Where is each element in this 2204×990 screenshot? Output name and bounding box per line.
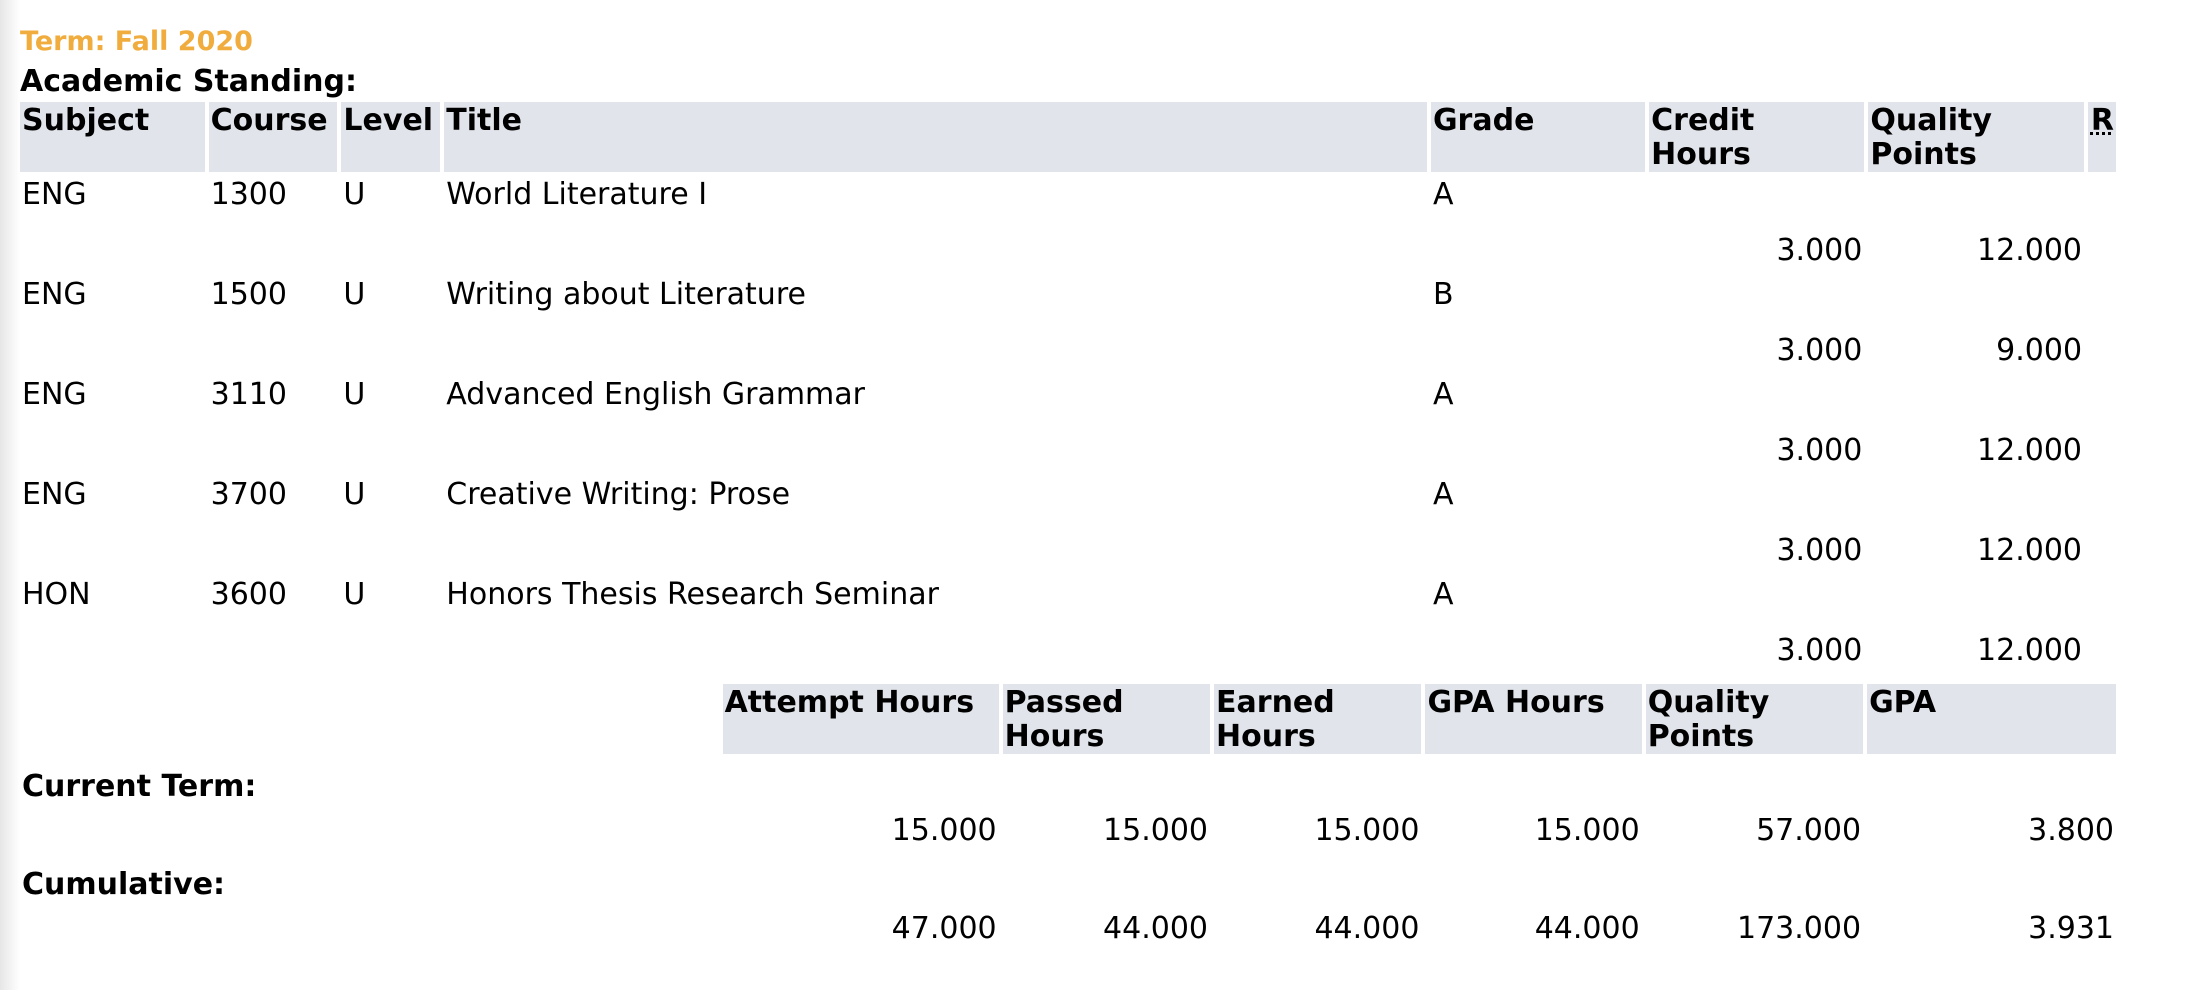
- cell-earned-hours: 44.000: [1314, 911, 1420, 946]
- cell-quality-points: 12.000: [1977, 433, 2083, 468]
- cell-credit-hours: 3.000: [1776, 633, 1863, 668]
- header-r: [2088, 102, 2116, 172]
- cell-r: [2088, 372, 2116, 472]
- cell-title: Creative Writing: Prose: [446, 477, 791, 512]
- cell-level: U: [343, 277, 366, 312]
- header-passed-hours: Passed Hours: [1003, 684, 1210, 754]
- term-totals-table: [16, 684, 2120, 950]
- repeat-abbr[interactable]: R: [2090, 103, 2114, 138]
- cell-title: Advanced English Grammar: [446, 377, 865, 412]
- cell-credit-hours: 3.000: [1776, 233, 1863, 268]
- cell-quality-points: 12.000: [1977, 233, 2083, 268]
- cell-gpa: 3.931: [2028, 911, 2114, 946]
- header-earned-hours: Earned Hours: [1214, 684, 1421, 754]
- cell-grade: A: [1432, 577, 1454, 612]
- table-row: [20, 472, 2116, 572]
- cell-level: U: [343, 377, 366, 412]
- cell-passed-hours: 15.000: [1103, 813, 1209, 848]
- cell-subject: HON: [22, 577, 91, 612]
- cell-course: 3700: [210, 477, 287, 512]
- table-row: [20, 172, 2116, 272]
- cell-course: 3600: [210, 577, 287, 612]
- cell-attempt-hours: 15.000: [891, 813, 997, 848]
- header-level: Level: [341, 102, 440, 172]
- cell-gpa-hours: 15.000: [1534, 813, 1640, 848]
- row-label-current-term: Current Term:: [22, 769, 257, 804]
- header-blank: [20, 684, 719, 754]
- header-gpa-hours: GPA Hours: [1425, 684, 1641, 754]
- header-quality-points: Quality Points: [1868, 102, 2084, 172]
- header-gpa: GPA: [1867, 684, 2116, 754]
- cell-title: Writing about Literature: [446, 277, 806, 312]
- header-title: Title: [444, 102, 1427, 172]
- row-label-cumulative: Cumulative:: [22, 867, 226, 902]
- cell-r: [2088, 172, 2116, 272]
- cell-r: [2088, 272, 2116, 372]
- cell-gpa: 3.800: [2028, 813, 2114, 848]
- cell-credit-hours: 3.000: [1776, 433, 1863, 468]
- cell-subject: ENG: [22, 177, 87, 212]
- cell-credit-hours: 3.000: [1776, 533, 1863, 568]
- table-row: [20, 372, 2116, 472]
- cell-title: Honors Thesis Research Seminar: [446, 577, 939, 612]
- header-quality-points: Quality Points: [1646, 684, 1863, 754]
- totals-row-current-term: [20, 754, 2116, 852]
- cell-r: [2088, 472, 2116, 572]
- academic-standing-label: Academic Standing:: [20, 64, 357, 99]
- cell-level: U: [343, 477, 366, 512]
- cell-gpa-hours: 44.000: [1534, 911, 1640, 946]
- cell-level: U: [343, 177, 366, 212]
- transcript-term-section: [20, 24, 2120, 950]
- header-grade: Grade: [1431, 102, 1645, 172]
- cell-quality-points: 173.000: [1737, 911, 1862, 946]
- cell-level: U: [343, 577, 366, 612]
- table-row: [20, 572, 2116, 672]
- term-title: Term: Fall 2020: [20, 26, 253, 57]
- course-table-header: [20, 102, 2116, 172]
- cell-quality-points: 12.000: [1977, 633, 2083, 668]
- cell-title: World Literature I: [446, 177, 708, 212]
- cell-quality-points: 9.000: [1996, 333, 2083, 368]
- cell-attempt-hours: 47.000: [891, 911, 997, 946]
- header-course: Course: [209, 102, 338, 172]
- cell-subject: ENG: [22, 377, 87, 412]
- cell-course: 3110: [210, 377, 287, 412]
- cell-grade: B: [1432, 277, 1454, 312]
- cell-passed-hours: 44.000: [1103, 911, 1209, 946]
- cell-credit-hours: 3.000: [1776, 333, 1863, 368]
- cell-grade: A: [1432, 177, 1454, 212]
- header-subject: Subject: [20, 102, 205, 172]
- cell-quality-points: 57.000: [1756, 813, 1862, 848]
- header-credit-hours: Credit Hours: [1649, 102, 1864, 172]
- cell-grade: A: [1432, 477, 1454, 512]
- cell-r: [2088, 572, 2116, 672]
- cell-quality-points: 12.000: [1977, 533, 2083, 568]
- cell-course: 1500: [210, 277, 287, 312]
- cell-subject: ENG: [22, 277, 87, 312]
- cell-grade: A: [1432, 377, 1454, 412]
- cell-subject: ENG: [22, 477, 87, 512]
- cell-earned-hours: 15.000: [1314, 813, 1420, 848]
- header-attempt-hours: Attempt Hours: [723, 684, 999, 754]
- course-table: [16, 102, 2120, 672]
- cell-course: 1300: [210, 177, 287, 212]
- table-row: [20, 272, 2116, 372]
- totals-table-header: [20, 684, 2116, 754]
- totals-row-cumulative: [20, 852, 2116, 950]
